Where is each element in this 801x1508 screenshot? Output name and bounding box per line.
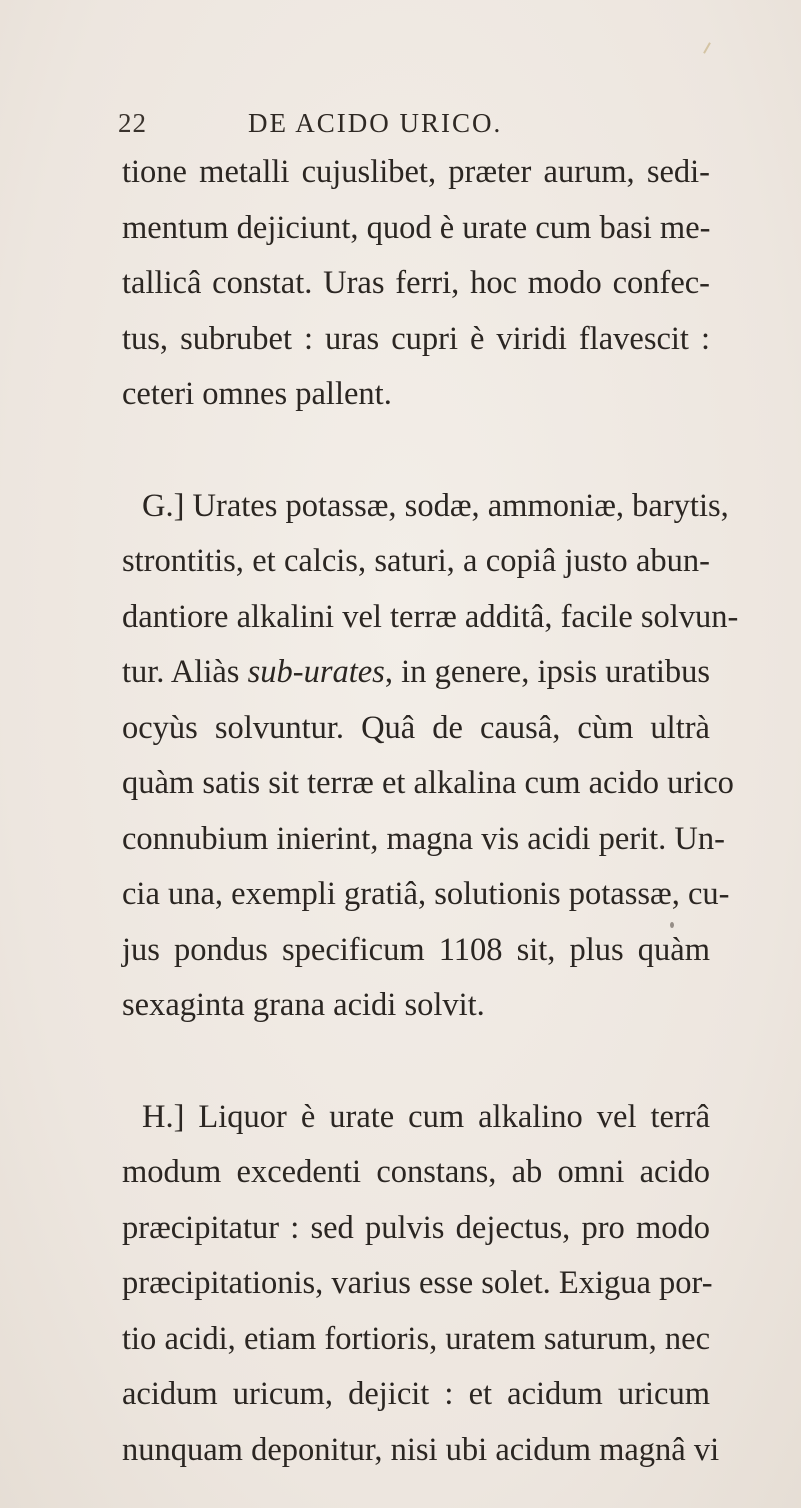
paragraph-gap <box>122 1034 710 1090</box>
text-line <box>122 534 710 590</box>
text-line <box>122 701 710 757</box>
text-segment: quàm satis sit terræ et alkalina cum acido urico <box>122 765 734 801</box>
text-segment: cia una, exempli gratiâ, solutionis potassæ, cu- <box>122 876 730 912</box>
text-segment: tur. Aliàs <box>122 654 248 690</box>
paragraph <box>122 479 739 1034</box>
text-segment: præcipitationis, varius esse solet. Exigua por- <box>122 1265 713 1301</box>
text-segment: dantiore alkalini vel terræ additâ, facile solvun- <box>122 598 739 635</box>
text-line <box>122 256 710 312</box>
ink-speck <box>670 922 674 928</box>
text-segment: modum excedenti constans, ab omni acido <box>122 1154 710 1190</box>
text-line <box>122 645 710 701</box>
text-segment: sexaginta grana acidi solvit. <box>122 987 485 1023</box>
text-line <box>122 1367 710 1423</box>
text-line <box>122 1201 710 1257</box>
paper-blemish <box>703 42 711 53</box>
paragraph <box>122 145 710 423</box>
text-segment: strontitis, et calcis, saturi, a copiâ justo abun- <box>122 543 710 579</box>
text-line <box>122 923 710 979</box>
italic-term: sub-urates <box>247 654 385 690</box>
paragraph <box>122 1090 720 1479</box>
text-segment: tus, subrubet : uras cupri è viridi flavescit : <box>122 320 710 357</box>
running-head <box>118 108 718 148</box>
text-line <box>122 312 710 368</box>
text-segment: nunquam deponitur, nisi ubi acidum magnâ vi <box>122 1431 720 1468</box>
text-line <box>122 1423 720 1479</box>
text-line <box>122 1312 710 1368</box>
text-line <box>122 1090 710 1146</box>
text-line <box>122 145 710 201</box>
text-line <box>122 812 725 868</box>
text-line <box>122 1256 713 1312</box>
text-segment: tio acidi, etiam fortioris, uratem saturum, nec <box>122 1320 710 1357</box>
text-segment: mentum dejiciunt, quod è urate cum basi me- <box>122 209 711 246</box>
text-line <box>122 1145 710 1201</box>
text-line <box>122 201 710 257</box>
text-line <box>122 867 730 923</box>
text-line <box>122 590 739 646</box>
text-line <box>122 367 710 423</box>
text-segment: , in genere, ipsis uratibus <box>384 654 710 690</box>
text-segment: tione metalli cujuslibet, præter aurum, sedi- <box>122 154 710 190</box>
text-segment: connubium inierint, magna vis acidi perit. Un- <box>122 820 725 857</box>
page-number: 22 <box>118 108 147 138</box>
text-line <box>122 756 734 812</box>
text-segment: jus pondus specificum 1108 sit, plus quàm <box>122 931 710 968</box>
text-segment: acidum uricum, dejicit : et acidum uricum <box>122 1376 710 1412</box>
text-segment: ceteri omnes pallent. <box>122 376 392 412</box>
text-segment: præcipitatur : sed pulvis dejectus, pro modo <box>122 1209 710 1246</box>
text-segment: tallicâ constat. Uras ferri, hoc modo confec- <box>122 265 710 301</box>
body-text <box>122 145 739 1478</box>
text-segment: H.] Liquor è urate cum alkalino vel terrâ <box>142 1098 710 1135</box>
paragraph-gap <box>122 423 710 479</box>
text-line <box>122 978 710 1034</box>
running-head-title: DE ACIDO URICO. <box>248 108 503 138</box>
text-segment: ocyùs solvuntur. Quâ de causâ, cùm ultrà <box>122 709 710 746</box>
text-line <box>122 479 729 535</box>
text-segment: G.] Urates potassæ, sodæ, ammoniæ, barytis, <box>142 487 729 524</box>
